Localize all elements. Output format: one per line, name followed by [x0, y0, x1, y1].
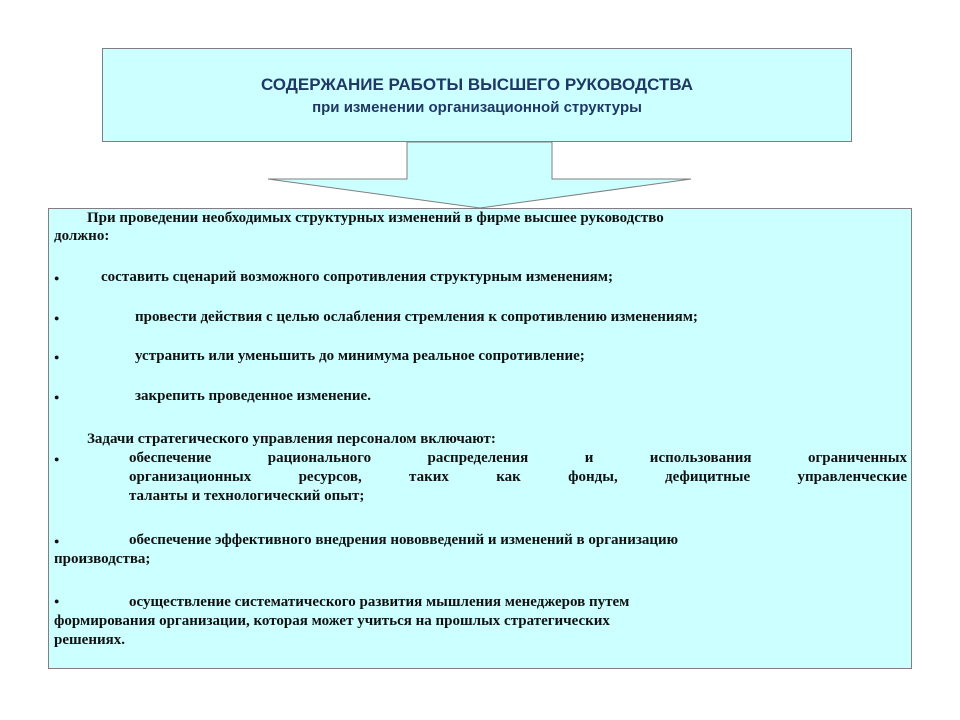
duty-item-2: провести действия с целью ослабления стремления к сопротивлению изменениям;: [135, 309, 698, 325]
task-1-line-3: таланты и технологический опыт;: [129, 488, 365, 504]
duty-item-1: составить сценарий возможного сопротивления структурным изменениям;: [101, 269, 613, 285]
task-3-line-3: решениях.: [54, 632, 125, 648]
duty-item-4: закрепить проведенное изменение.: [135, 388, 371, 404]
bullet-icon: ●: [54, 392, 60, 402]
intro-line-2: должно:: [54, 228, 110, 244]
task-1-line-2: организационных ресурсов, таких как фонды, дефицитные управленческие: [129, 469, 907, 485]
task-1-line-1: обеспечение рационального распределения и использования ограниченных: [129, 450, 907, 466]
task-3-line-2: формирования организации, которая может учиться на прошлых стратегических: [54, 613, 610, 629]
title-line-2: при изменении организационной структуры: [312, 99, 642, 116]
bullet-icon: ●: [54, 454, 60, 464]
bullet-icon: ●: [54, 596, 60, 606]
task-2-line-2: производства;: [54, 551, 151, 567]
title-line-1: СОДЕРЖАНИЕ РАБОТЫ ВЫСШЕГО РУКОВОДСТВА: [260, 75, 694, 94]
task-3-line-1: осуществление систематического развития мышления менеджеров путем: [129, 594, 630, 610]
task-2-line-1: обеспечение эффективного внедрения нововведений и изменений в организацию: [129, 532, 679, 548]
bullet-icon: ●: [54, 313, 60, 323]
content-box: [48, 208, 912, 669]
bullet-icon: ●: [54, 352, 60, 362]
intro-line-1: При проведении необходимых структурных изменений в фирме высшее руководство: [87, 210, 664, 226]
duty-item-3: устранить или уменьшить до минимума реальное сопротивление;: [135, 348, 585, 364]
bullet-icon: ●: [54, 273, 60, 283]
tasks-heading: Задачи стратегического управления персоналом включают:: [87, 431, 496, 447]
bullet-icon: ●: [54, 536, 60, 546]
